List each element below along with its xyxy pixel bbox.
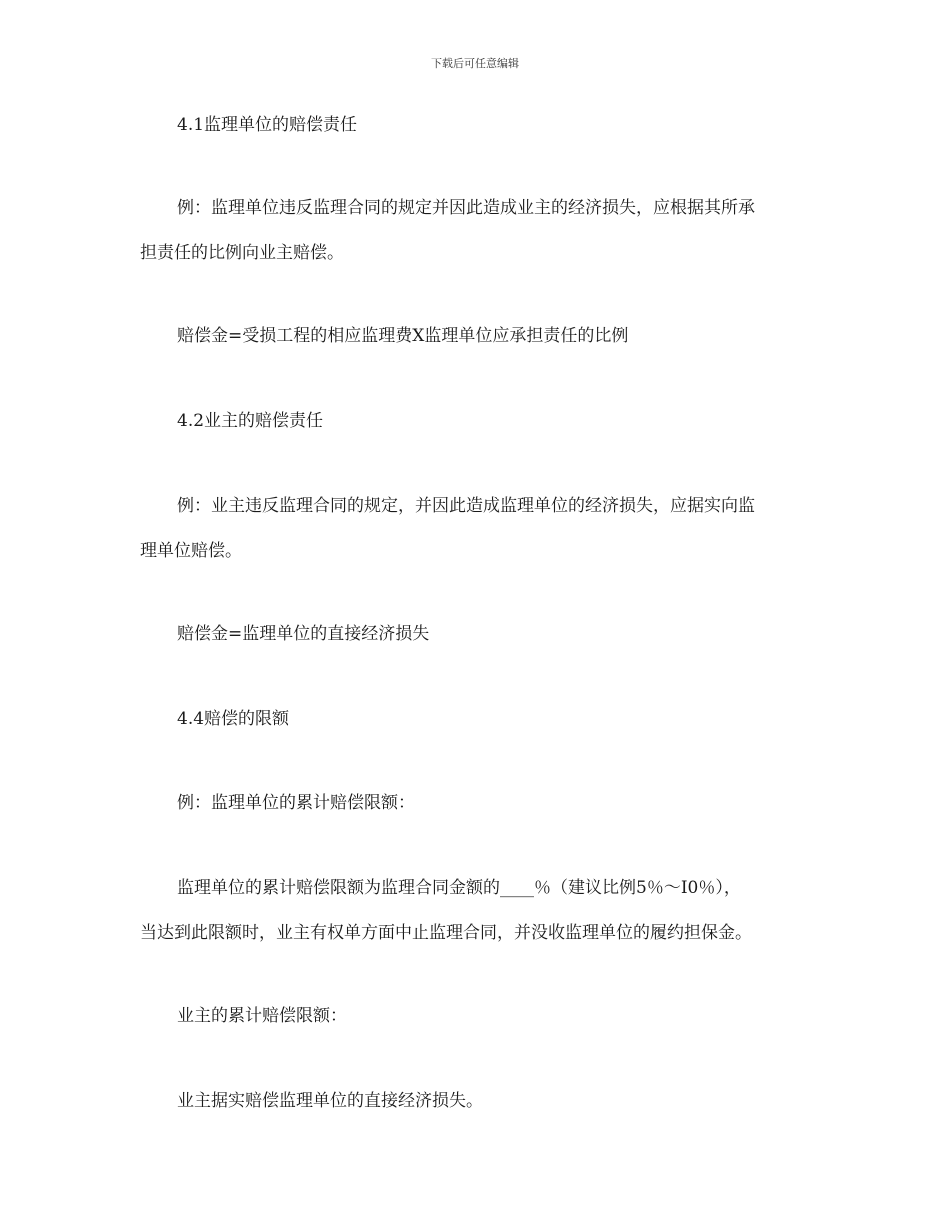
paragraph-supervisor-example bbox=[140, 186, 820, 276]
text-line: 监理单位的累计赔偿限额为监理合同金额的____％（建议比例5％～I0％）， bbox=[177, 878, 741, 898]
paragraph-owner-limit bbox=[140, 1079, 820, 1124]
section-heading-4-2 bbox=[140, 399, 820, 444]
paragraph-owner-formula bbox=[140, 612, 820, 657]
text-line: 4.1监理单位的赔偿责任 bbox=[177, 115, 358, 135]
paragraph-supervisor-limit bbox=[140, 866, 820, 956]
paragraph-owner-example bbox=[140, 484, 820, 574]
text-line: 业主的累计赔偿限额： bbox=[177, 1006, 347, 1026]
text-line: 例：业主违反监理合同的规定，并因此造成监理单位的经济损失，应据实向监 bbox=[177, 496, 755, 516]
text-line: 业主据实赔偿监理单位的直接经济损失。 bbox=[177, 1091, 483, 1111]
section-heading-4-4 bbox=[140, 697, 820, 742]
paragraph-owner-limit-heading bbox=[140, 994, 820, 1039]
text-line: 4.2业主的赔偿责任 bbox=[177, 411, 324, 431]
text-line: 理单位赔偿。 bbox=[140, 541, 242, 561]
page-header: 下载后可任意编辑 bbox=[431, 57, 519, 70]
text-line: 例：监理单位的累计赔偿限额： bbox=[177, 793, 415, 813]
text-line: 例：监理单位违反监理合同的规定并因此造成业主的经济损失，应根据其所承 bbox=[177, 198, 755, 218]
text-line: 当达到此限额时，业主有权单方面中止监理合同，并没收监理单位的履约担保金。 bbox=[140, 923, 752, 943]
text-line: 担责任的比例向业主赔偿。 bbox=[140, 243, 344, 263]
text-line: 赔偿金=监理单位的直接经济损失 bbox=[177, 624, 430, 644]
section-heading-4-1 bbox=[140, 103, 820, 148]
paragraph-supervisor-formula bbox=[140, 314, 820, 359]
text-line: 赔偿金=受损工程的相应监理费X监理单位应承担责任的比例 bbox=[177, 326, 629, 346]
text-line: 4.4赔偿的限额 bbox=[177, 709, 290, 729]
paragraph-limit-example bbox=[140, 781, 820, 826]
